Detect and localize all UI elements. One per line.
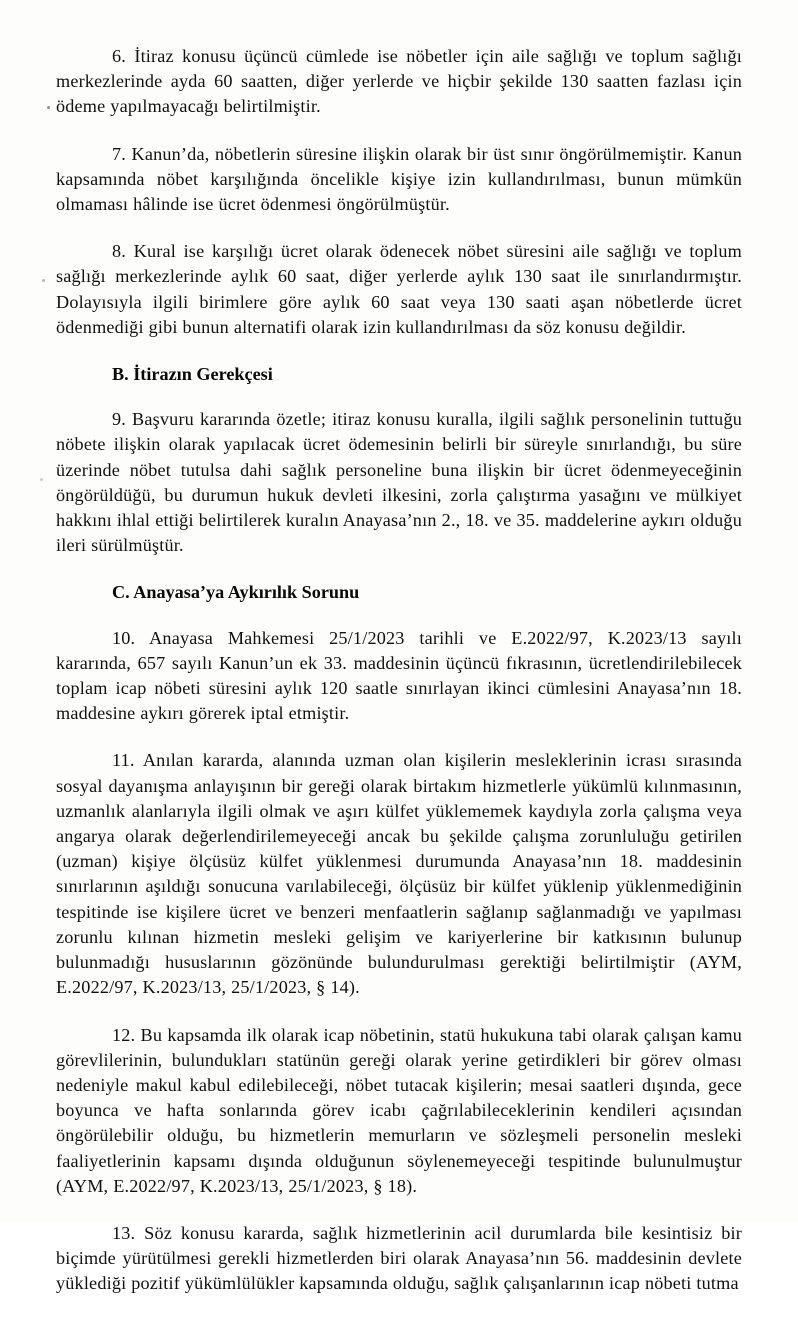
page-text-column [56, 44, 742, 1319]
paragraph-11: 11. Anılan kararda, alanında uzman olan kişilerin mesleklerinin icrası sırasında sosyal dayanışma anlayışının bir gereği olarak birtakım hizmetlerle yükümlü kılınmasının, uzmanlık alanlarıyla ilgili olmak ve aşırı külfet yüklememek kaydıyla zorla çalışma veya angarya olarak değerlendirilemeyeceği ancak bu şekilde çalışma zorunluluğu getirilen (uzman) kişiye ölçüsüz külfet yüklenmesi durumunda Anayasa’nın 18. maddesinin sınırlarının aşıldığı sonucuna varılabileceği, ölçüsüz bir külfet yüklenip yüklenmediğinin tespitinde ise kişilere ücret ve benzeri menfaatlerin sağlanıp sağlanmadığı ve yapılması zorunlu kılınan hizmetin mesleki gelişim ve kariyerlerine bir katkısının bulunup bulunmadığı hususlarının gözönünde bulundurulması gerektiği belirtilmiştir (AYM, E.2022/97, K.2023/13, 25/1/2023, § 14). [56, 750, 742, 998]
section-heading-c: C. Anayasa’ya Aykırılık Sorunu [112, 582, 360, 603]
paragraph-13: 13. Söz konusu kararda, sağlık hizmetlerinin acil durumlarda bile kesintisiz bir biçimde yürütülmesi gerekli hizmetlerden biri olarak Anayasa’nın 56. maddesinin devlete yüklediği pozitif yükümlülükler kapsamında olduğu, sağlık çalışanlarının icap nöbeti tutma [56, 1222, 742, 1294]
scan-artifact-speck [42, 279, 45, 282]
section-heading-b: B. İtirazın Gerekçesi [112, 364, 273, 385]
paragraph-12: 12. Bu kapsamda ilk olarak icap nöbetinin, statü hukukuna tabi olarak çalışan kamu görevlilerinin, bulundukları statünün gereği olarak yerine getirdikleri bir görev olması nedeniyle makul kabul edilebileceği, nöbet tutacak kişilerin; mesai saatleri dışında, gece boyunca ve hafta sonlarında görev icabı çağrılabileceklerinin kendileri açısından öngörülebilir olduğu, bu hizmetlerin memurların ve sözleşmeli personelin mesleki faaliyetlerinin kapsamı dışında olduğunun söylenemeyeceği tespitinde bulunulmuştur (AYM, E.2022/97, K.2023/13, 25/1/2023, § 18). [56, 1024, 742, 1196]
scan-artifact-speck [47, 106, 50, 109]
paragraph-7: 7. Kanun’da, nöbetlerin süresine ilişkin olarak bir üst sınır öngörülmemiştir. Kanun kapsamında nöbet karşılığında öncelikle kişiye izin kullandırılması, bunun mümkün olmaması hâlinde ise ücret ödenmesi öngörülmüştür. [56, 143, 742, 215]
paragraph-9: 9. Başvuru kararında özetle; itiraz konusu kuralla, ilgili sağlık personelinin tuttuğu nöbete ilişkin olarak yapılacak ücret ödemesinin belirli bir süreyle sınırlandığı, bu süre üzerinde nöbet tutulsa dahi sağlık personeline buna ilişkin bir ücret ödenmeyeceğinin öngörüldüğü, bu durumun hukuk devleti ilkesini, zorla çalıştırma yasağını ve mülkiyet hakkını ihlal ettiği belirtilerek kuralın Anayasa’nın 2., 18. ve 35. maddelerine aykırı olduğu ileri sürülmüştür. [56, 409, 742, 556]
scan-artifact-speck [40, 478, 43, 481]
paragraph-8: 8. Kural ise karşılığı ücret olarak ödenecek nöbet süresini aile sağlığı ve toplum sağlığı merkezlerinde aylık 60 saat, diğer yerlerde aylık 130 saat ile sınırlandırmıştır. Dolayısıyla ilgili birimlere göre aylık 60 saat veya 130 saati aşan nöbetlerde ücret ödenmediği gibi bunun alternatifi olarak izin kullandırılması da söz konusu değildir. [56, 241, 742, 337]
paragraph-6: 6. İtiraz konusu üçüncü cümlede ise nöbetler için aile sağlığı ve toplum sağlığı merkezlerinde ayda 60 saatten, diğer yerlerde ve hiçbir şekilde 130 saatten fazlası için ödeme yapılmayacağı belirtilmiştir. [56, 46, 742, 117]
paragraph-10: 10. Anayasa Mahkemesi 25/1/2023 tarihli ve E.2022/97, K.2023/13 sayılı kararında, 657 sayılı Kanun’un ek 33. maddesinin üçüncü fıkrasının, ücretlendirilebilecek toplam icap nöbeti süresini aylık 120 saatle sınırlayan ikinci cümlesini Anayasa’nın 18. maddesine aykırı görerek iptal etmiştir. [56, 627, 742, 724]
